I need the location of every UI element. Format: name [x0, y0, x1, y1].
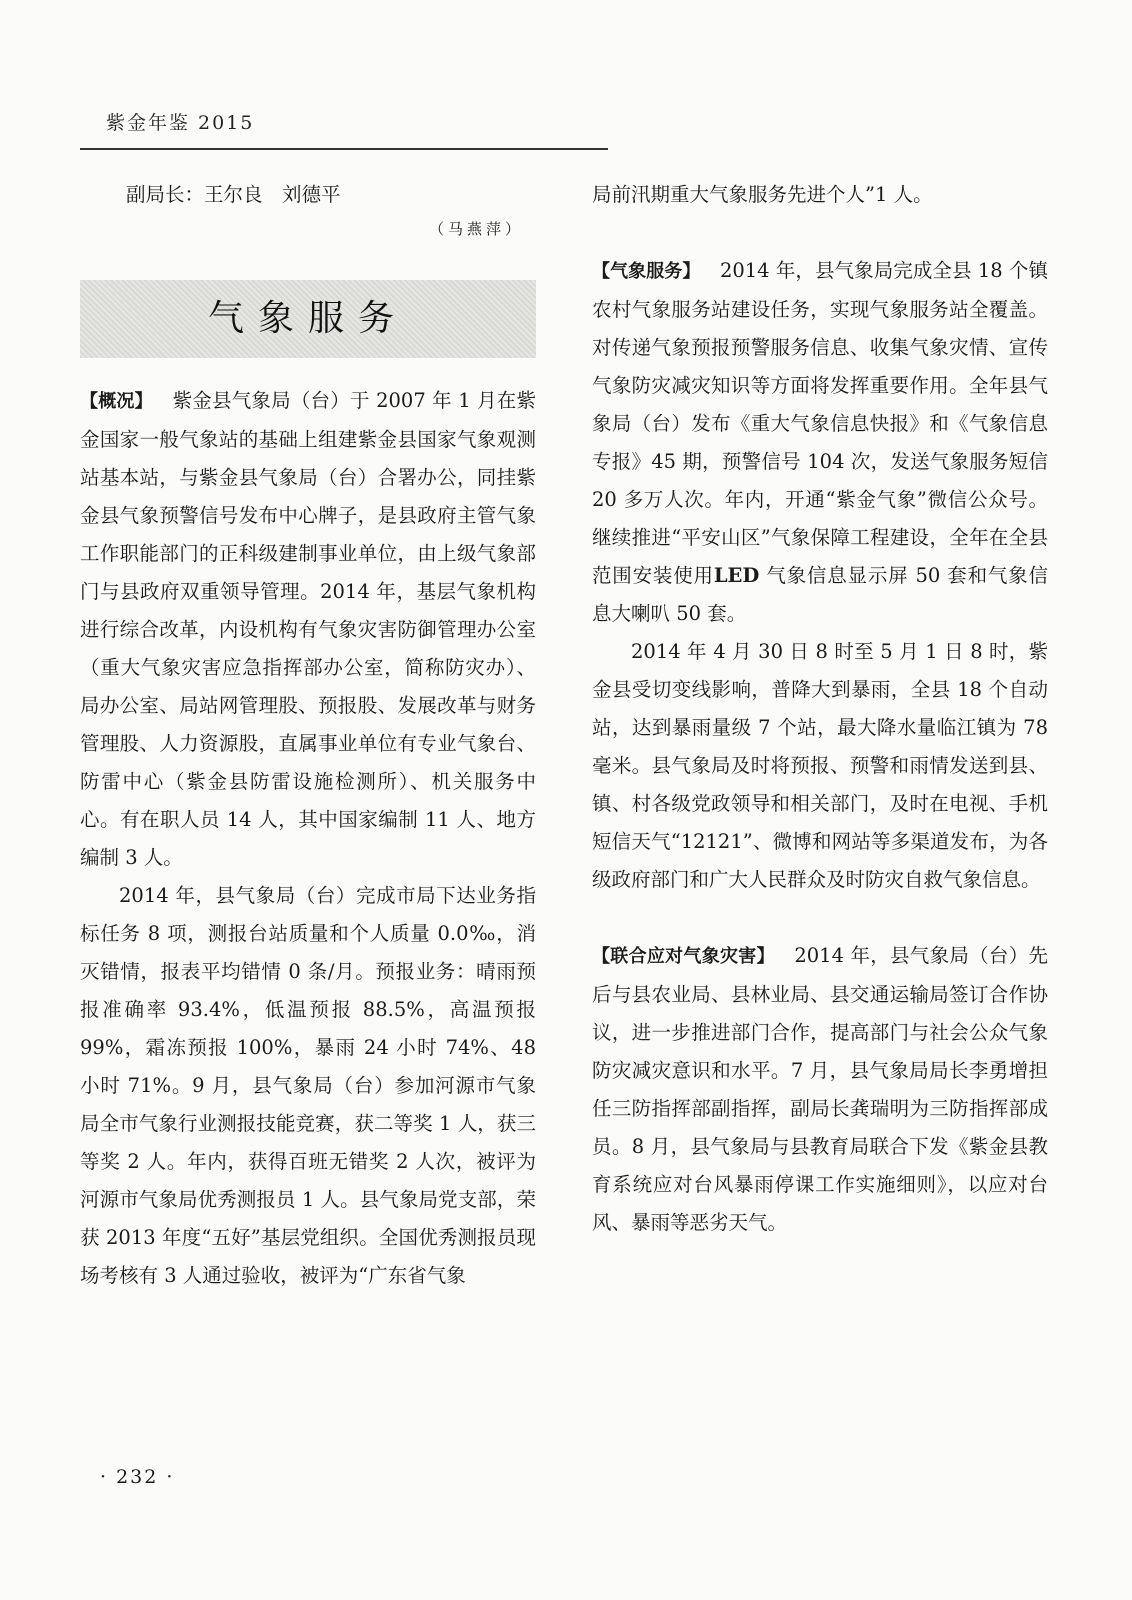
continuation-line: 局前汛期重大气象服务先进个人”1 人。: [592, 183, 933, 206]
service-label: 【气象服务】: [592, 261, 701, 282]
spacer: [592, 899, 1048, 937]
service-paragraph: [592, 252, 1048, 633]
overview-label: 【概况】: [80, 391, 153, 412]
performance-paragraph: 2014 年，县气象局（台）完成市局下达业务指标任务 8 项，测报台站质量和个人质量 0.0‰，消灭错情，报表平均错情 0 条/月。预报业务：晴雨预报准确率 93.4%，低温预报 88.5%，高温预报 99%，霜冻预报 100%，暴雨 24 小时 74%、48 小时 71%。9 月，县气象局（台）参加河源市气象局全市气象行业测报技能竞赛，获二等奖 1 人，获三等奖 2 人。年内，获得百班无错奖 2 人次，被评为河源市气象局优秀测报员 1 人。县气象局党支部，荣获 2013 年度“五好”基层党组织。全国优秀测报员现场考核有 3 人通过验收，被评为“广东省气象: [80, 884, 536, 1287]
overview-text: 紫金县气象局（台）于 2007 年 1 月在紫金国家一般气象站的基础上组建紫金县国家气象观测站基本站，与紫金县气象局（台）合署办公，同挂紫金县气象预警信号发布中心牌子，是县政府主管气象工作职能部门的正科级建制事业单位，由上级气象部门与县政府双重领导管理。2014 年，基层气象机构进行综合改革，内设机构有气象灾害防御管理办公室（重大气象灾害应急指挥部办公室，简称防灾办）、局办公室、局站网管理股、预报股、发展改革与财务管理股、人力资源股，直属事业单位有专业气象台、防雷中心（紫金县防雷设施检测所）、机关服务中心。有在职人员 14 人，其中国家编制 11 人、地方编制 3 人。: [80, 389, 537, 869]
service-text-b: 气象信息显示屏 50 套和气象信息大喇叭 50 套。: [592, 564, 1048, 625]
page-number: · 232 ·: [100, 1466, 175, 1488]
left-column: [80, 176, 536, 1295]
service-led: LED: [713, 564, 760, 587]
spacer: [592, 214, 1048, 252]
author-attribution: （马燕萍）: [428, 220, 524, 238]
section-banner: [80, 280, 536, 358]
joint-response-paragraph: [592, 937, 1048, 1242]
joint-response-text: 2014 年，县气象局（台）先后与县农业局、县林业局、县交通运输局签订合作协议，进一步推进部门合作，提高部门与社会公众气象防灾减灾意识和水平。7 月，县气象局局长李勇增担任三防指挥部副指挥，副局长龚瑞明为三防指挥部成员。8 月，县气象局与县教育局联合下发《紫金县教育系统应对台风暴雨停课工作实施细则》，以应对台风、暴雨等恶劣天气。: [592, 944, 1049, 1234]
right-column: [592, 176, 1048, 1242]
service-text-a: 2014 年，县气象局完成全县 18 个镇农村气象服务站建设任务，实现气象服务站全覆盖。对传递气象预报预警服务信息、收集气象灾情、宣传气象防灾减灾知识等方面将发挥重要作用。全年县气象局（台）发布《重大气象信息快报》和《气象信息专报》45 期，预警信号 104 次，发送气象服务短信 20 多万人次。年内，开通“紫金气象”微信公众号。继续推进“平安山区”气象保障工程建设，全年在全县范围安装使用: [592, 259, 1048, 587]
header-rule: [80, 148, 608, 150]
joint-response-label: 【联合应对气象灾害】: [592, 946, 775, 967]
deputy-directors: 副局长：王尔良 刘德平: [126, 183, 341, 206]
overview-paragraph: [80, 382, 536, 877]
section-title: 气象服务: [207, 298, 408, 339]
running-head: 紫金年鉴 2015: [106, 112, 255, 134]
rainstorm-paragraph: 2014 年 4 月 30 日 8 时至 5 月 1 日 8 时，紫金县受切变线影响，普降大到暴雨，全县 18 个自动站，达到暴雨量级 7 个站，最大降水量临江镇为 78 毫米。县气象局及时将预报、预警和雨情发送到县、镇、村各级党政领导和相关部门，及时在电视、手机短信天气“12121”、微博和网站等多渠道发布，为各级政府部门和广大人民群众及时防灾自救气象信息。: [592, 640, 1048, 891]
